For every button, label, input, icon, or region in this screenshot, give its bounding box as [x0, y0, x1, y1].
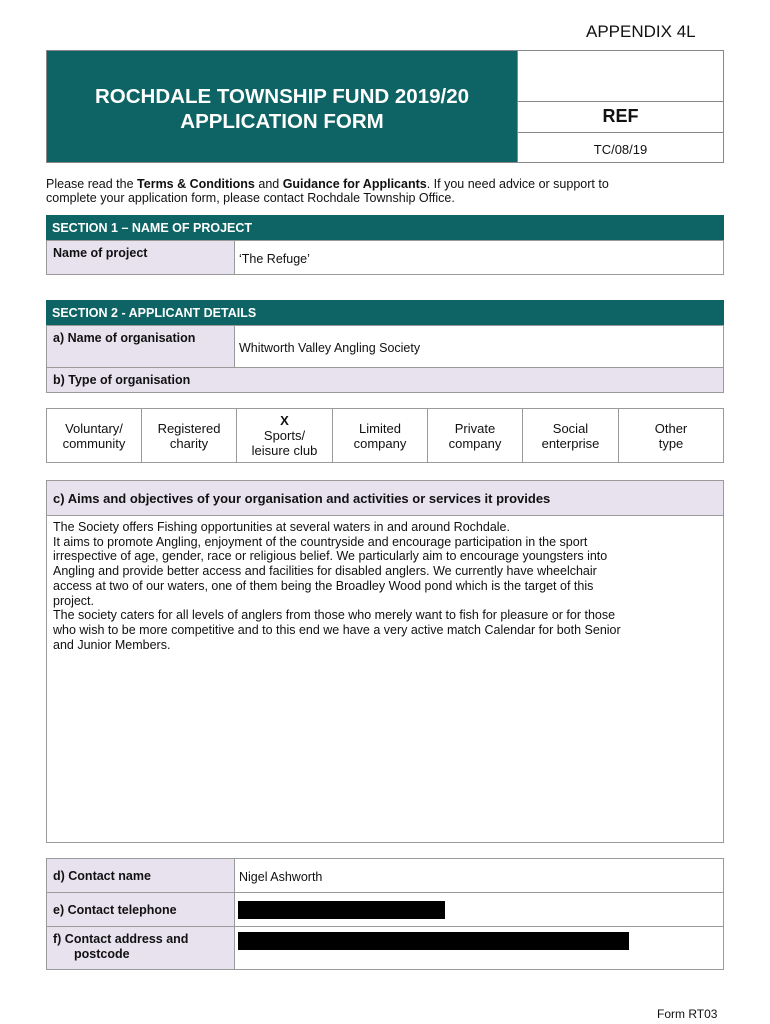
- organisation-type-label: b) Type of organisation: [53, 373, 191, 387]
- aims-textarea[interactable]: [46, 515, 724, 843]
- contact-address-label-line1: f) Contact address and: [53, 932, 189, 946]
- reference-value: TC/08/19: [593, 142, 648, 157]
- contact-telephone-field[interactable]: [235, 893, 723, 926]
- type-line1: Social: [552, 420, 589, 436]
- organisation-name-label: a) Name of organisation: [47, 326, 235, 367]
- form-title-banner: [46, 50, 518, 163]
- type-line1: Sports/: [263, 428, 306, 443]
- contact-address-label-line2: postcode: [74, 947, 130, 961]
- redaction-bar: [238, 932, 629, 950]
- type-option-registered-charity[interactable]: [142, 409, 237, 462]
- aims-heading: c) Aims and objectives of your organisation and activities or services it provides: [46, 480, 724, 516]
- guidance-link: Guidance for Applicants: [282, 177, 427, 191]
- contact-name-row: [46, 858, 724, 893]
- intro-line2: complete your application form, please contact Rochdale Township Office.: [46, 191, 455, 205]
- project-name-field[interactable]: ‘The Refuge’: [239, 252, 310, 266]
- intro-text: [46, 177, 726, 205]
- type-line1: Other: [654, 420, 688, 436]
- aims-line: The Society offers Fishing opportunities at several waters in and around Rochdale.: [53, 520, 510, 534]
- form-title-line1: ROCHDALE TOWNSHIP FUND 2019/20: [94, 85, 469, 108]
- type-option-private-company[interactable]: [428, 409, 523, 462]
- organisation-type-options: [46, 408, 724, 463]
- appendix-label: APPENDIX 4L: [586, 22, 696, 41]
- contact-name-field[interactable]: Nigel Ashworth: [239, 870, 323, 884]
- aims-line: project.: [53, 593, 94, 608]
- type-option-limited-company[interactable]: [333, 409, 428, 462]
- contact-address-label: [47, 927, 235, 969]
- form-title: [47, 84, 517, 134]
- intro-and: and: [254, 177, 283, 191]
- type-line2: company: [353, 435, 407, 451]
- type-option-social-enterprise[interactable]: [523, 409, 619, 462]
- type-option-sports-club[interactable]: [237, 409, 333, 462]
- type-line2: enterprise: [541, 435, 600, 451]
- section1-heading: SECTION 1 – NAME OF PROJECT: [46, 215, 724, 241]
- type-option-other[interactable]: [619, 409, 723, 462]
- redaction-bar: [238, 901, 445, 919]
- type-line2: community: [62, 435, 126, 451]
- contact-telephone-label: e) Contact telephone: [47, 893, 235, 926]
- aims-line: access at two of our waters, one of them being the Broadley Wood pond which is the target of this: [53, 578, 594, 593]
- intro-prefix: Please read the: [46, 177, 138, 191]
- aims-line: and Junior Members.: [53, 637, 171, 652]
- aims-line: It aims to promote Angling, enjoyment of the countryside and encourage participation in the sport: [53, 534, 588, 549]
- section2-heading: SECTION 2 - APPLICANT DETAILS: [46, 300, 724, 326]
- type-line1: Voluntary/: [65, 420, 123, 436]
- organisation-name-row: [46, 325, 724, 368]
- organisation-type-row: [46, 367, 724, 393]
- aims-line: The society caters for all levels of anglers from those who merely want to fish for pleasure or for those: [53, 608, 616, 623]
- type-option-voluntary[interactable]: [47, 409, 142, 462]
- contact-address-field[interactable]: [235, 927, 723, 969]
- aims-line: Angling and provide better access and facilities for disabled anglers. We currently have wheelchair: [53, 564, 597, 579]
- organisation-name-field[interactable]: Whitworth Valley Angling Society: [239, 341, 421, 355]
- contact-telephone-row: [46, 892, 724, 927]
- type-line2: charity: [169, 435, 209, 451]
- project-name-row: [46, 240, 724, 275]
- aims-line: irrespective of age, gender, race or religious belief. We particularly aim to encourage youngsters into: [53, 549, 608, 564]
- form-title-line2: APPLICATION FORM: [180, 110, 384, 133]
- type-line2: leisure club: [251, 443, 318, 458]
- reference-box: [517, 50, 724, 163]
- type-line1: Registered: [157, 420, 221, 436]
- type-line1: Limited: [359, 420, 401, 436]
- project-name-label: Name of project: [47, 241, 235, 274]
- form-code: Form RT03: [657, 1007, 718, 1021]
- reference-label: REF: [518, 101, 723, 133]
- type-line2: company: [448, 435, 502, 451]
- type-mark: X: [280, 413, 289, 428]
- type-line2: type: [658, 435, 684, 451]
- reference-blank-field[interactable]: [518, 51, 723, 102]
- terms-link: Terms & Conditions: [137, 177, 255, 191]
- contact-name-label: d) Contact name: [47, 859, 235, 892]
- aims-line: who wish to be more competitive and to this end we have a very active match Calendar for both Senior: [53, 622, 621, 637]
- contact-address-row: [46, 926, 724, 970]
- intro-suffix: . If you need advice or support to: [426, 177, 609, 191]
- type-line1: Private: [454, 420, 496, 436]
